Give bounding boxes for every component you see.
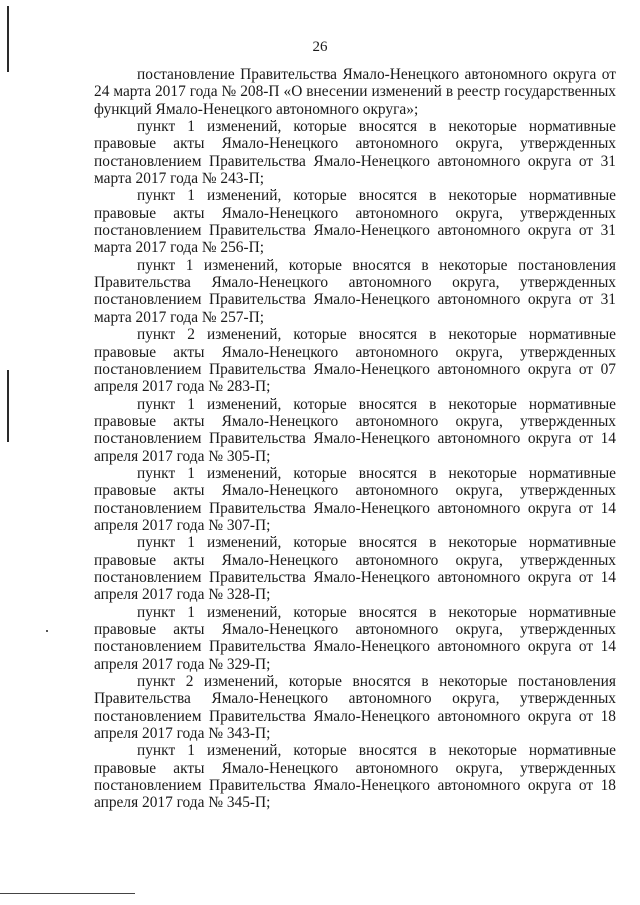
paragraph: пункт 1 изменений, которые вносятся в некоторые нормативные правовые акты Ямало-Ненецкого автономного округа, утвержденных постановлением Правительства Ямало-Ненецкого автономного округа от 14 апреля 2017 года № 329-П;: [94, 603, 616, 673]
paragraph: пункт 2 изменений, которые вносятся в некоторые постановления Правительства Ямало-Ненецкого автономного округа, утвержденных постановлением Правительства Ямало-Ненецкого автономного округа от 18 апреля 2017 года № 343-П;: [94, 673, 616, 743]
paragraph: пункт 1 изменений, которые вносятся в некоторые нормативные правовые акты Ямало-Ненецкого автономного округа, утвержденных постановлением Правительства Ямало-Ненецкого автономного округа от 31 марта 2017 года № 243-П;: [94, 118, 616, 188]
scan-margin-mark: [7, 370, 9, 442]
paragraph: пункт 2 изменений, которые вносятся в некоторые нормативные правовые акты Ямало-Ненецкого автономного округа, утвержденных постановлением Правительства Ямало-Ненецкого автономного округа от 07 апреля 2017 года № 283-П;: [94, 326, 616, 396]
paragraph: пункт 1 изменений, которые вносятся в некоторые нормативные правовые акты Ямало-Ненецкого автономного округа, утвержденных постановлением Правительства Ямало-Ненецкого автономного округа от 31 марта 2017 года № 256-П;: [94, 187, 616, 257]
paragraph: пункт 1 изменений, которые вносятся в некоторые постановления Правительства Ямало-Ненецкого автономного округа, утвержденных постановлением Правительства Ямало-Ненецкого автономного округа от 31 марта 2017 года № 257-П;: [94, 256, 616, 326]
paragraph: пункт 1 изменений, которые вносятся в некоторые нормативные правовые акты Ямало-Ненецкого автономного округа, утвержденных постановлением Правительства Ямало-Ненецкого автономного округа от 18 апреля 2017 года № 345-П;: [94, 742, 616, 812]
paragraph: пункт 1 изменений, которые вносятся в некоторые нормативные правовые акты Ямало-Ненецкого автономного округа, утвержденных постановлением Правительства Ямало-Ненецкого автономного округа от 14 апреля 2017 года № 307-П;: [94, 464, 616, 534]
scan-speck: [46, 630, 48, 632]
document-body: [94, 66, 616, 812]
paragraph: постановление Правительства Ямало-Ненецкого автономного округа от 24 марта 2017 года № 208-П «О внесении изменений в реестр государственных функций Ямало-Ненецкого автономного округа»;: [94, 66, 616, 118]
paragraph: пункт 1 изменений, которые вносятся в некоторые нормативные правовые акты Ямало-Ненецкого автономного округа, утвержденных постановлением Правительства Ямало-Ненецкого автономного округа от 14 апреля 2017 года № 305-П;: [94, 395, 616, 465]
footer-rule: [0, 893, 135, 894]
paragraph: пункт 1 изменений, которые вносятся в некоторые нормативные правовые акты Ямало-Ненецкого автономного округа, утвержденных постановлением Правительства Ямало-Ненецкого автономного округа от 14 апреля 2017 года № 328-П;: [94, 534, 616, 604]
page-number: 26: [312, 39, 328, 55]
